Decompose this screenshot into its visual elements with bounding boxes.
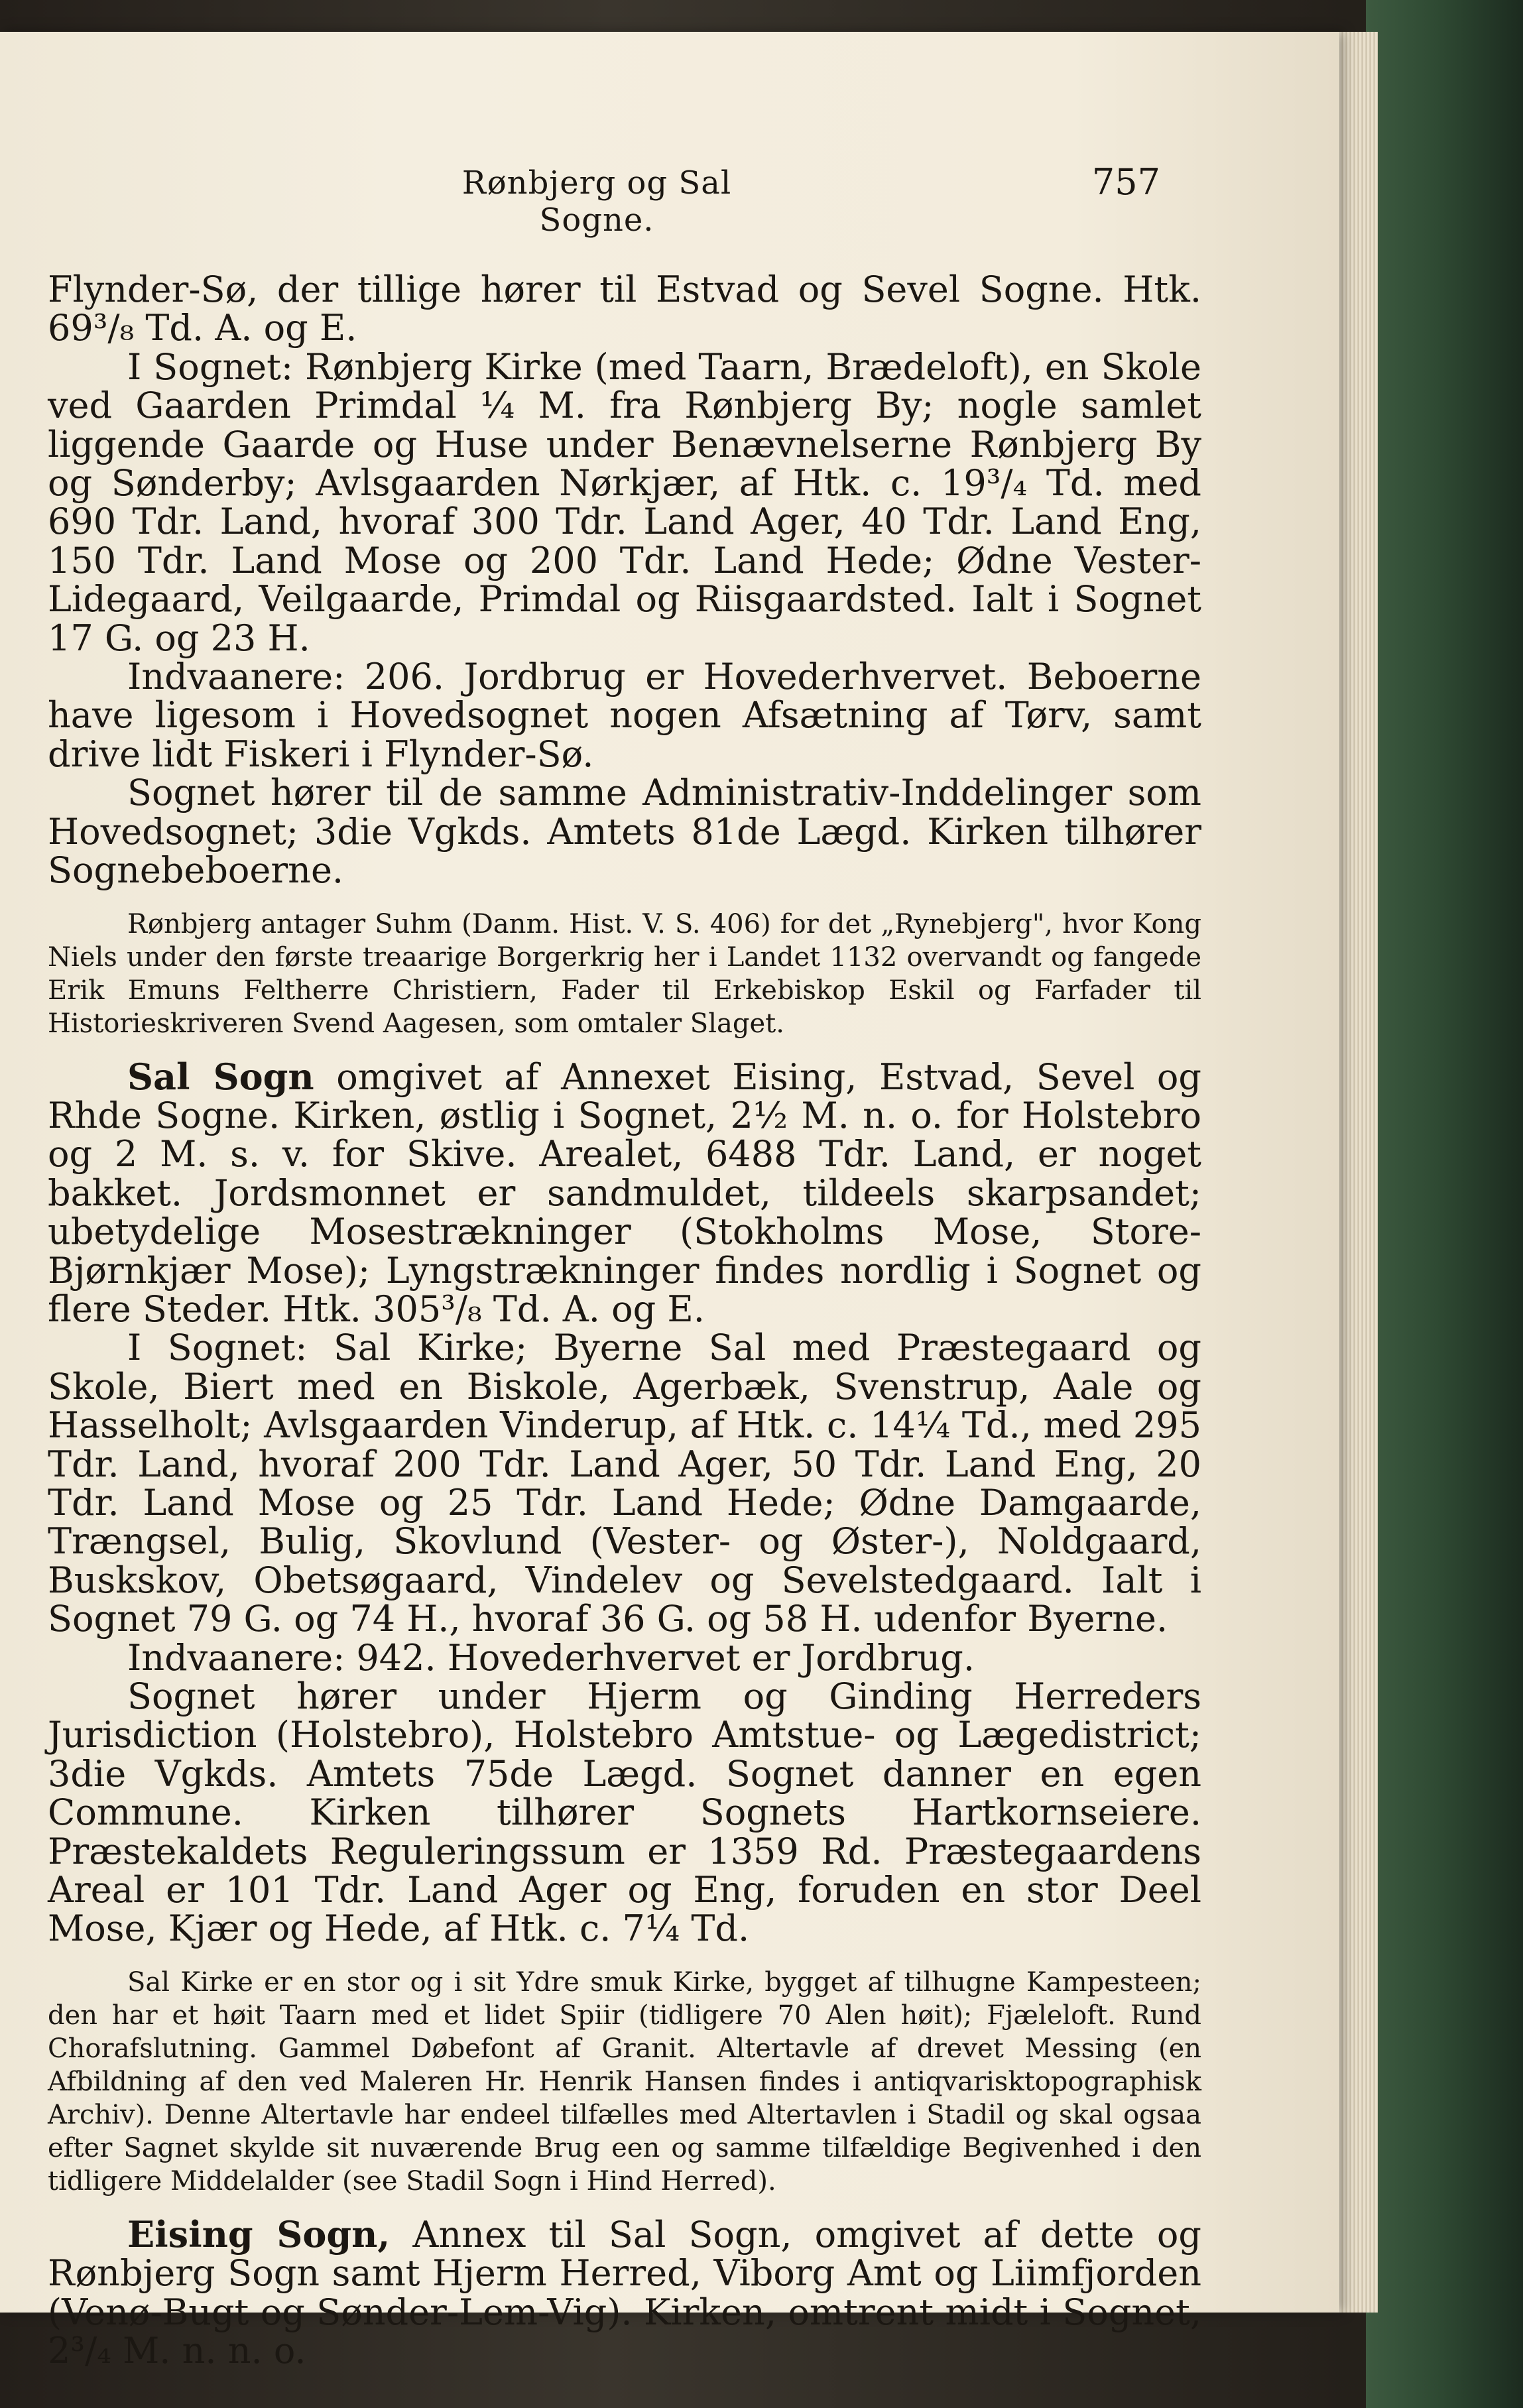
footnote-sal-kirke: Sal Kirke er en stor og i sit Ydre smuk Kirke, bygget af tilhugne Kampesteen; den har et høit Taarn med et lidet Spiir (tidligere 70 Alen høit); Fjæleloft. Rund Chorafslutning. Gammel Døbefont af Granit. Altertavle af drevet Messing (en Afbildning af den ved Maleren Hr. Henrik Hansen findes i antiqvarisktopographisk Archiv). Denne Altertavle har endeel tilfælles med Altertavlen i Stadil og skal ogsaa efter Sagnet skylde sit nuværende Brug een og samme tilfældige Begivenhed i den tidligere Middelalder (see Stadil Sogn i Hind Herred). (48, 1966, 1201, 2197)
paragraph-sal-administration: Sognet hører under Hjerm og Ginding Herreders Jurisdiction (Holstebro), Holstebro Amtstue- og Lægedistrict; 3die Vgkds. Amtets 75de Lægd. Sognet danner en egen Commune. Kirken tilhører Sognets Hartkornseiere. Præstekaldets Reguleringssum er 1359 Rd. Præstegaardens Areal er 101 Tdr. Land Ager og Eng, foruden en stor Deel Mose, Kjær og Hede, af Htk. c. 7¼ Td. (48, 1675, 1201, 1950)
eising-sogn-text: Annex til Sal Sogn, omgivet af dette og Rønbjerg Sogn samt Hjerm Herred, Viborg Amt og Liimfjorden (Venø-Bugt og Sønder-Lem-Vig). Kirken, omtrent midt i Sognet, 2³/₄ M. n. n. o. (48, 2213, 1201, 2372)
page-number: 757 (1091, 161, 1160, 203)
book-cover-edge (1366, 0, 1523, 2408)
paragraph-sal-indvaanere: Indvaanere: 942. Hovederhvervet er Jordbrug. (127, 1636, 975, 1679)
paragraph-eising-intro (48, 2212, 1201, 2372)
paragraph-ronbjerg-sognet: I Sognet: Rønbjerg Kirke (med Taarn, Brædeloft), en Skole ved Gaarden Primdal ¼ M. fra Rønbjerg By; nogle samlet liggende Gaarde og Huse under Benævnelserne Rønbjerg By og Sønderby; Avlsgaarden Nørkjær, af Htk. c. 19³/₄ Td. med 690 Tdr. Land, hvoraf 300 Tdr. Land Ager, 40 Tdr. Land Eng, 150 Tdr. Land Mose og 200 Tdr. Land Hede; Ødne Vester-Lidegaard, Veilgaarde, Primdal og Riisgaardsted. Ialt i Sognet 17 G. og 23 H. (48, 345, 1201, 659)
paragraph-sal-sognet: I Sognet: Sal Kirke; Byerne Sal med Præstegaard og Skole, Biert med en Biskole, Agerbæk, Svenstrup, Aale og Hasselholt; Avlsgaarden Vinderup, af Htk. c. 14¼ Td., med 295 Tdr. Land, hvoraf 200 Tdr. Land Ager, 50 Tdr. Land Eng, 20 Tdr. Land Mose og 25 Tdr. Land Hede; Ødne Damgaarde, Trængsel, Bulig, Skovlund (Vester- og Øster-), Noldgaard, Buskskov, Obetsøgaard, Vindelev og Sevelstedgaard. Ialt i Sognet 79 G. og 74 H., hvoraf 36 G. og 58 H. udenfor Byerne. (48, 1327, 1201, 1640)
paragraph-ronbjerg-indvaanere: Indvaanere: 206. Jordbrug er Hovederhvervet. Beboerne have ligesom i Hovedsognet nogen Afsætning af Tørv, samt drive lidt Fiskeri i Flynder-Sø. (48, 656, 1201, 775)
book-page (0, 32, 1339, 2372)
paragraph-flynder: Flynder-Sø, der tillige hører til Estvad og Sevel Sogne. Htk. 69³/₈ Td. A. og E. (48, 269, 1201, 349)
sal-sogn-text: omgivet af Annexet Eising, Estvad, Sevel og Rhde Sogne. Kirken, østlig i Sognet, 2½ M. n. o. for Holstebro og 2 M. s. v. for Skive. Arealet, 6488 Tdr. Land, er noget bakket. Jordsmonnet er sandmuldet, tildeels skarpsandet; ubetydelige Mosestrækninger (Stokholms Mose, Store-Bjørnkjær Mose); Lyngstrækninger findes nordlig i Sognet og flere Steder. Htk. 305³/₈ Td. A. og E. (48, 1055, 1201, 1330)
page-body (48, 271, 1201, 2370)
paragraph-sal-intro (48, 1057, 1201, 1329)
eising-sogn-heading: Eising Sogn, (127, 2212, 391, 2256)
paragraph-ronbjerg-administration: Sognet hører til de samme Administrativ-Inddelinger som Hovedsognet; 3die Vgkds. Amtets 81de Lægd. Kirken tilhører Sognebeboerne. (48, 772, 1201, 892)
footnote-ronbjerg: Rønbjerg antager Suhm (Danm. Hist. V. S. 406) for det „Rynebjerg", hvor Kong Niels under den første treaarige Borgerkrig her i Landet 1132 overvandt og fangede Erik Emuns Feltherre Christiern, Fader til Erkebiskop Eskil og Farfader til Historieskriveren Svend Aagesen, som omtaler Slaget. (48, 908, 1201, 1039)
running-title: Rønbjerg og Sal Sogne. (461, 164, 732, 239)
sal-sogn-heading: Sal Sogn (127, 1055, 314, 1098)
